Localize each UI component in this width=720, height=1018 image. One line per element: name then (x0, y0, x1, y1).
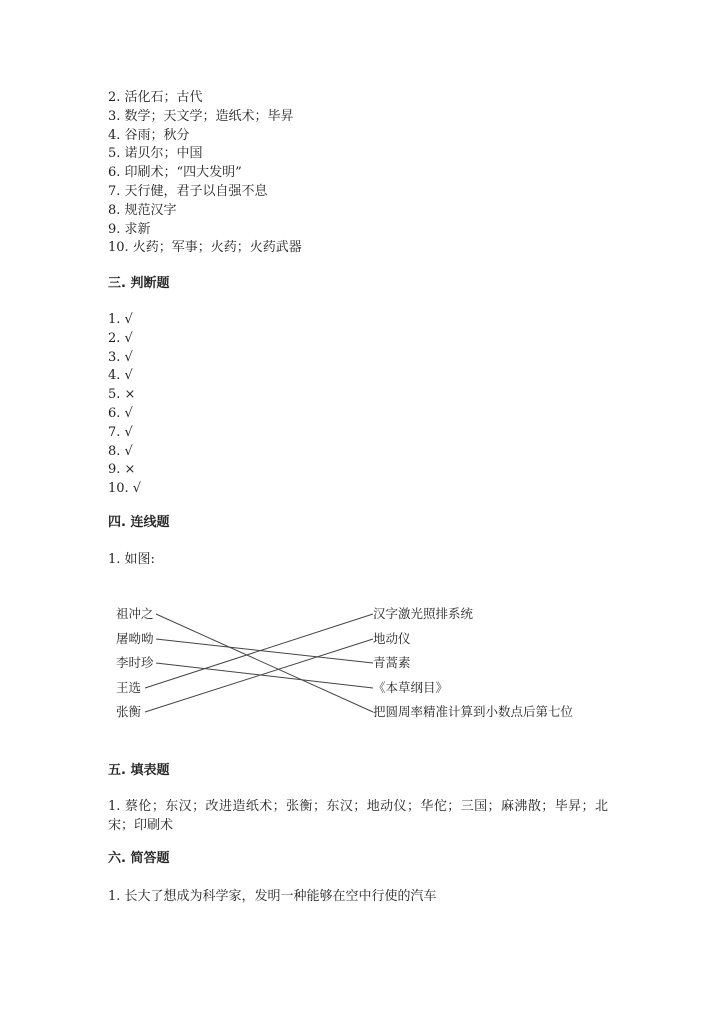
left-item: 屠呦呦 (116, 631, 154, 646)
section-heading-short: 六. 简答题 (108, 851, 170, 866)
match-line (156, 639, 373, 663)
judge-answer: 3. √ (108, 349, 133, 365)
judge-answer: 4. √ (108, 368, 133, 384)
match-line (145, 614, 373, 688)
answer-line: 9. 求新 (108, 221, 151, 237)
answer-line: 6. 印刷术；“四大发明” (108, 165, 242, 181)
table-answer: 1. 蔡伦；东汉；改进造纸术；张衡；东汉；地动仪；华佗；三国；麻沸散；毕昇；北宋；印刷术 (108, 799, 608, 833)
right-item: 把圆周率精准计算到小数点后第七位 (373, 704, 574, 719)
left-item: 祖冲之 (116, 606, 154, 621)
left-item: 李时珍 (116, 655, 154, 670)
left-item: 王选 (116, 680, 142, 695)
match-intro: 1. 如图: (108, 552, 155, 567)
section-heading-judge: 三. 判断题 (108, 276, 170, 291)
right-item: 青蒿素 (373, 655, 411, 670)
section-heading-match: 四. 连线题 (108, 515, 170, 530)
answer-line: 2. 活化石；古代 (108, 90, 203, 105)
answer-line: 3. 数学；天文学；造纸术；毕昇 (108, 108, 294, 124)
answer-line: 5. 诺贝尔；中国 (108, 146, 203, 162)
judge-answer: 9. × (108, 462, 136, 478)
section-heading-table: 五. 填表题 (108, 763, 170, 778)
answer-line: 10. 火药；军事；火药；火药武器 (108, 240, 302, 256)
match-line (156, 614, 373, 712)
judge-answer: 5. × (108, 387, 136, 403)
judge-answer: 8. √ (108, 443, 133, 459)
right-item: 地动仪 (373, 631, 411, 646)
judge-answer: 6. √ (108, 406, 133, 421)
answer-line: 8. 规范汉字 (108, 202, 177, 218)
answer-line: 4. 谷雨；秋分 (108, 127, 190, 143)
judge-answer: 10. √ (108, 481, 142, 497)
right-item: 《本草纲目》 (373, 680, 449, 695)
match-line (156, 663, 373, 688)
left-item: 张衡 (116, 704, 142, 719)
right-item: 汉字激光照排系统 (373, 606, 474, 621)
judge-answer: 1. √ (108, 312, 133, 327)
answer-line: 7. 天行健，君子以自强不息 (108, 184, 268, 199)
judge-answer: 7. √ (108, 424, 133, 440)
judge-answer: 2. √ (108, 330, 133, 346)
short-answer: 1. 长大了想成为科学家，发明一种能够在空中行使的汽车 (108, 889, 437, 904)
